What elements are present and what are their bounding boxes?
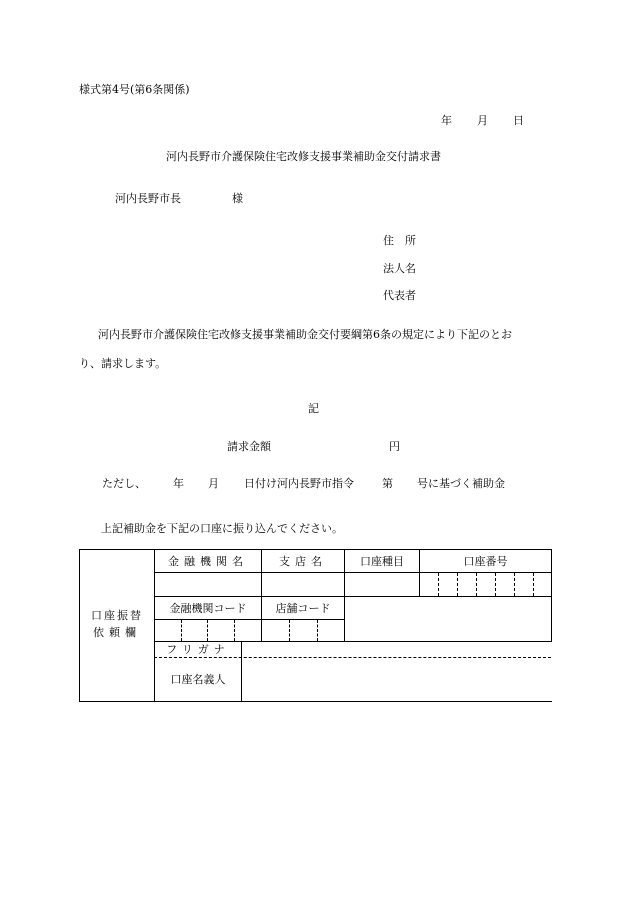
section-label-line2: 依頼欄 xyxy=(93,626,141,639)
ki-heading: 記 xyxy=(308,402,319,415)
section-label-line1: 口座振替 xyxy=(91,609,143,622)
account-type-header: 口座種目 xyxy=(360,554,404,568)
proviso-year: 年 xyxy=(173,477,184,490)
date-year: 年 xyxy=(441,114,452,127)
date-line xyxy=(441,115,524,126)
table-border xyxy=(551,549,552,642)
proviso-dai: 第 xyxy=(382,477,393,490)
bank-transfer-table xyxy=(79,549,552,702)
financial-institution-field[interactable] xyxy=(155,573,261,596)
furigana-label: フリガナ xyxy=(166,643,230,656)
table-border xyxy=(344,596,345,642)
representative-label: 代表者 xyxy=(383,289,416,302)
account-number-header: 口座番号 xyxy=(463,554,508,568)
proviso-date-suffix: 日付け河内長野市指令 xyxy=(244,477,354,490)
transfer-note: 上記補助金を下記の口座に振り込んでください。 xyxy=(101,522,343,535)
furigana-field[interactable] xyxy=(242,642,551,657)
branch-code-header: 店舗コード xyxy=(275,601,331,615)
institution-code-header: 金融機関コード xyxy=(169,601,247,615)
form-number: 様式第4号(第6条関係) xyxy=(79,83,190,96)
date-day: 日 xyxy=(513,114,524,127)
page-title: 河内長野市介護保険住宅改修支援事業補助金交付請求書 xyxy=(166,150,441,163)
corporation-label: 法人名 xyxy=(383,262,416,275)
institution-code-field[interactable] xyxy=(155,620,261,641)
account-type-field[interactable] xyxy=(345,573,419,596)
branch-code-field[interactable] xyxy=(262,620,344,641)
amount-unit: 円 xyxy=(389,440,400,453)
proviso-go: 号に基づく補助金 xyxy=(417,477,505,490)
recipient-honorific: 様 xyxy=(232,192,243,205)
body-text-line1: 河内長野市介護保険住宅改修支援事業補助金交付要綱第6条の規定により下記のとお xyxy=(98,328,512,341)
section-label xyxy=(80,606,154,642)
address-label: 住 所 xyxy=(383,234,416,247)
amount-label: 請求金額 xyxy=(227,440,271,453)
date-month: 月 xyxy=(477,114,488,127)
branch-header: 支店名 xyxy=(279,554,327,568)
financial-institution-header: 金融機関名 xyxy=(168,554,248,568)
account-holder-field[interactable] xyxy=(242,658,551,701)
proviso-month: 月 xyxy=(208,477,219,490)
account-number-field[interactable] xyxy=(420,573,551,596)
proviso-tadashi: ただし、 xyxy=(102,477,146,490)
recipient-name: 河内長野市長 xyxy=(115,192,181,205)
body-text-line2: り、請求します。 xyxy=(79,357,167,370)
table-border xyxy=(79,701,552,702)
branch-field[interactable] xyxy=(262,573,344,596)
account-holder-label: 口座名義人 xyxy=(170,673,226,686)
